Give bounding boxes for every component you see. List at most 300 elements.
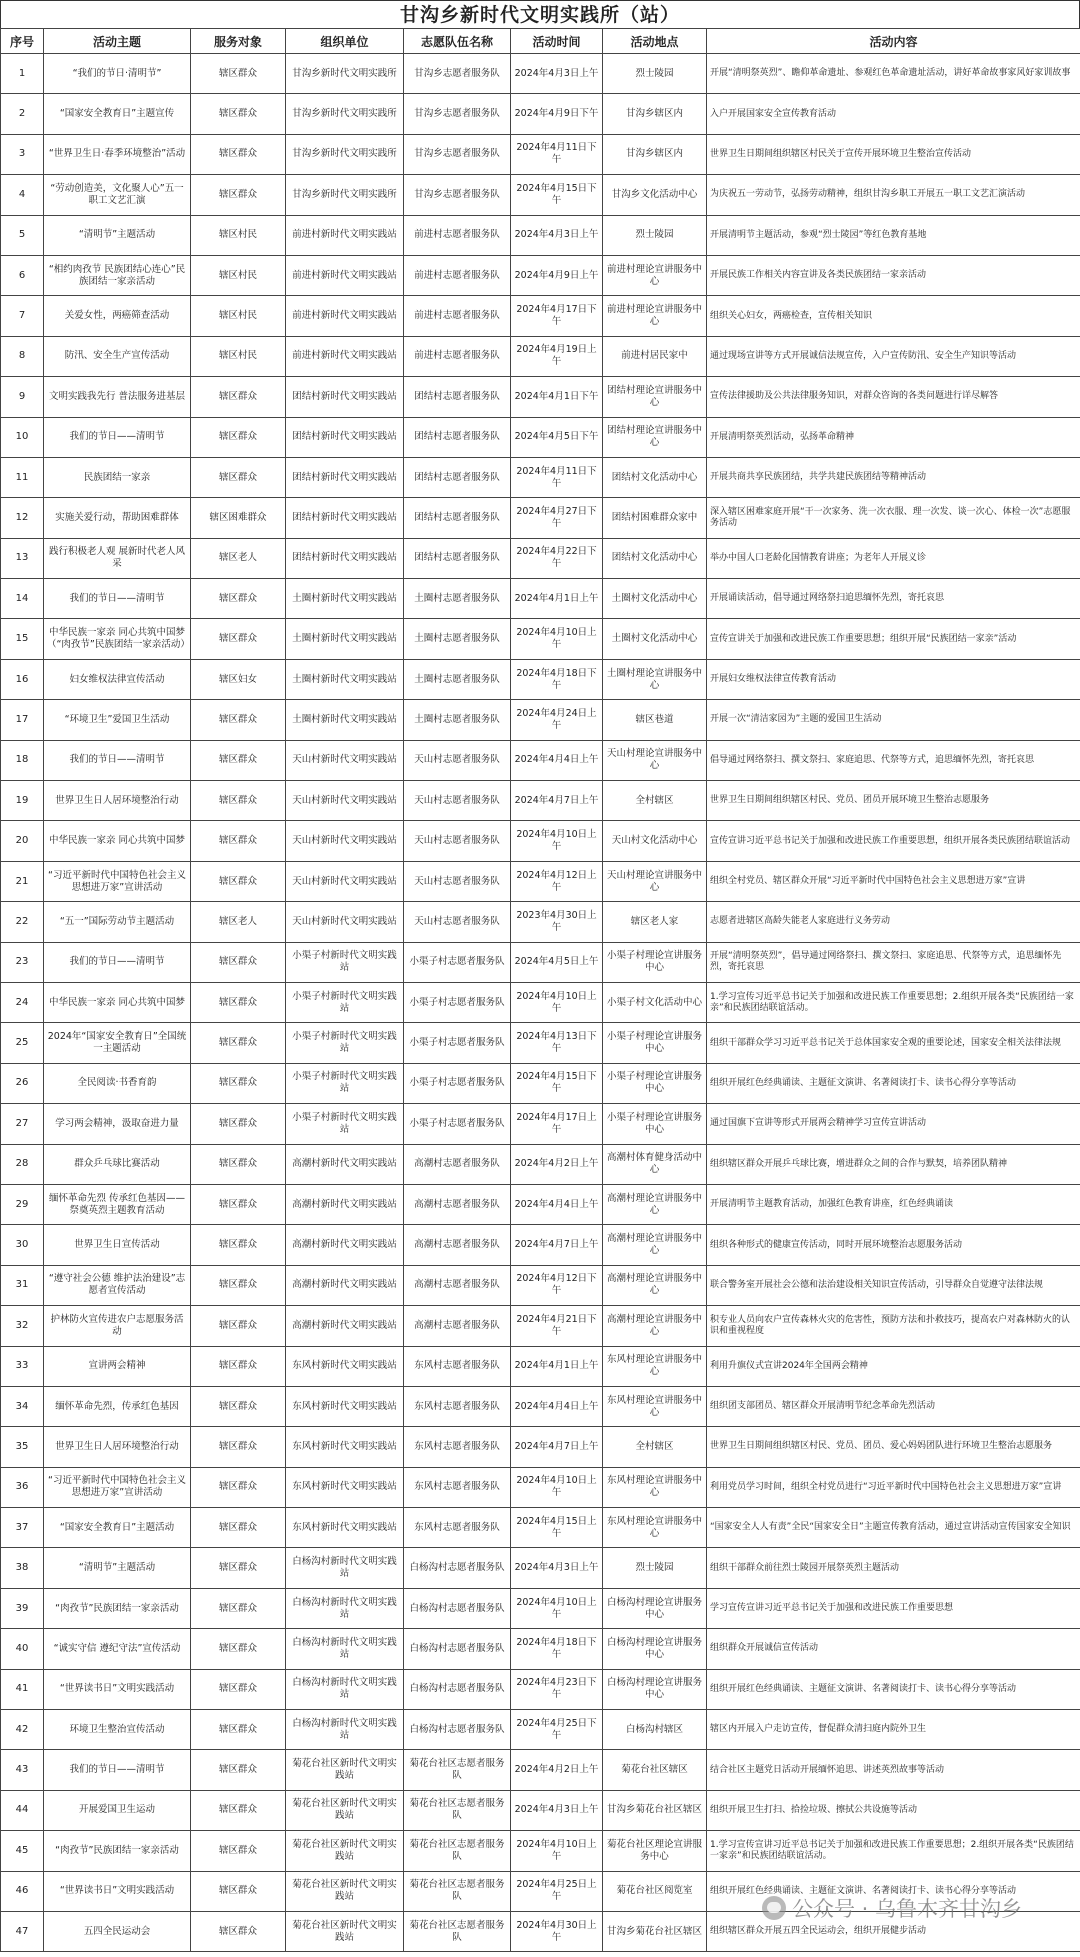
- cell-location: 小渠子村理论宣讲服务中心: [603, 1104, 707, 1144]
- cell-organizer: 小渠子村新时代文明实践站: [286, 1104, 404, 1144]
- cell-organizer: 菊花台社区新时代文明实践站: [286, 1831, 404, 1871]
- cell-content: 组织开展红色经典诵读、主题征文演讲、名著阅读打卡、读书心得分享等活动: [707, 1871, 1080, 1911]
- cell-time: 2024年4月11日下午: [511, 134, 603, 174]
- cell-location: 高潮村理论宣讲服务中心: [603, 1225, 707, 1265]
- cell-organizer: 菊花台社区新时代文明实践站: [286, 1750, 404, 1790]
- cell-location: 团结村文化活动中心: [603, 457, 707, 497]
- cell-seq: 34: [1, 1386, 44, 1426]
- cell-seq: 20: [1, 821, 44, 861]
- cell-content: 宣传法律援助及公共法律服务知识，对群众咨询的各类问题进行详尽解答: [707, 377, 1080, 417]
- cell-content: 宣传宣讲关于加强和改进民族工作重要思想；组织开展“民族团结一家亲”活动: [707, 619, 1080, 659]
- cell-location: 烈士陵园: [603, 1548, 707, 1588]
- table-row: [1, 902, 1080, 942]
- cell-time: 2024年4月13日下午: [511, 1023, 603, 1063]
- cell-theme: “遵守社会公德 维护法治建设”志愿者宣传活动: [44, 1265, 191, 1305]
- cell-organizer: 团结村新时代文明实践站: [286, 538, 404, 578]
- cell-seq: 44: [1, 1790, 44, 1830]
- cell-location: 小渠子村理论宣讲服务中心: [603, 1023, 707, 1063]
- cell-location: 高潮村理论宣讲服务中心: [603, 1306, 707, 1346]
- cell-content: 联合警务室开展社会公德和法治建设相关知识宣传活动，引导群众自觉遵守法律法规: [707, 1265, 1080, 1305]
- cell-team: 天山村志愿者服务队: [404, 861, 511, 901]
- cell-target: 辖区老人: [191, 902, 286, 942]
- cell-location: 烈士陵园: [603, 215, 707, 255]
- cell-target: 辖区群众: [191, 942, 286, 982]
- cell-organizer: 甘沟乡新时代文明实践所: [286, 54, 404, 94]
- cell-content: “国家安全人人有责”全民“国家安全日”主题宣传教育活动，通过宣讲活动宣传国家安全知识: [707, 1508, 1080, 1548]
- cell-content: 深入辖区困难家庭开展“干一次家务、洗一次衣服、理一次发、谈一次心、体检一次”志愿服务活动: [707, 498, 1080, 538]
- cell-team: 菊花台社区志愿者服务队: [404, 1750, 511, 1790]
- table-row: [1, 1669, 1080, 1709]
- table-row: [1, 1386, 1080, 1426]
- cell-seq: 19: [1, 781, 44, 821]
- cell-seq: 6: [1, 255, 44, 295]
- cell-time: 2024年4月9日下午: [511, 94, 603, 134]
- cell-content: 组织开展卫生打扫、拾捡垃圾、擦拭公共设施等活动: [707, 1790, 1080, 1830]
- cell-time: 2024年4月12日下午: [511, 1265, 603, 1305]
- cell-organizer: 高潮村新时代文明实践站: [286, 1184, 404, 1224]
- cell-location: 菊花台社区理论宣讲服务中心: [603, 1831, 707, 1871]
- page-title: 甘沟乡新时代文明实践所（站）: [0, 0, 1080, 28]
- cell-time: 2024年4月15日上午: [511, 1508, 603, 1548]
- cell-seq: 41: [1, 1669, 44, 1709]
- cell-seq: 17: [1, 700, 44, 740]
- cell-seq: 31: [1, 1265, 44, 1305]
- cell-organizer: 甘沟乡新时代文明实践所: [286, 134, 404, 174]
- cell-content: 组织干部群众学习习近平总书记关于总体国家安全观的重要论述，国家安全相关法律法规: [707, 1023, 1080, 1063]
- cell-location: 团结村理论宣讲服务中心: [603, 417, 707, 457]
- cell-organizer: 东风村新时代文明实践站: [286, 1508, 404, 1548]
- cell-location: 白杨沟村理论宣讲服务中心: [603, 1629, 707, 1669]
- cell-team: 小渠子村志愿者服务队: [404, 982, 511, 1022]
- cell-seq: 46: [1, 1871, 44, 1911]
- cell-organizer: 团结村新时代文明实践站: [286, 498, 404, 538]
- cell-seq: 26: [1, 1063, 44, 1103]
- cell-theme: “诚实守信 遵纪守法”宣传活动: [44, 1629, 191, 1669]
- cell-location: 天山村理论宣讲服务中心: [603, 740, 707, 780]
- cell-location: 菊花台社区辖区: [603, 1750, 707, 1790]
- cell-organizer: 前进村新时代文明实践站: [286, 296, 404, 336]
- cell-target: 辖区村民: [191, 336, 286, 376]
- cell-organizer: 小渠子村新时代文明实践站: [286, 942, 404, 982]
- cell-theme: “世界读书日”文明实践活动: [44, 1871, 191, 1911]
- table-row: [1, 579, 1080, 619]
- cell-time: 2024年4月7日上午: [511, 781, 603, 821]
- cell-organizer: 前进村新时代文明实践站: [286, 336, 404, 376]
- cell-seq: 11: [1, 457, 44, 497]
- cell-organizer: 土圈村新时代文明实践站: [286, 579, 404, 619]
- cell-content: 开展妇女维权法律宣传教育活动: [707, 659, 1080, 699]
- cell-content: 宣传宣讲习近平总书记关于加强和改进民族工作重要思想，组织开展各类民族团结联谊活动: [707, 821, 1080, 861]
- table-row: [1, 54, 1080, 94]
- cell-time: 2024年4月18日下午: [511, 659, 603, 699]
- cell-organizer: 白杨沟村新时代文明实践站: [286, 1629, 404, 1669]
- cell-content: 世界卫生日期间组织辖区村民、党员、团员开展环境卫生整治志愿服务: [707, 781, 1080, 821]
- cell-team: 天山村志愿者服务队: [404, 821, 511, 861]
- cell-target: 辖区群众: [191, 740, 286, 780]
- cell-location: 高潮村理论宣讲服务中心: [603, 1184, 707, 1224]
- cell-target: 辖区群众: [191, 54, 286, 94]
- cell-team: 东风村志愿者服务队: [404, 1508, 511, 1548]
- cell-theme: 我们的节日——清明节: [44, 942, 191, 982]
- cell-team: 菊花台社区志愿者服务队: [404, 1871, 511, 1911]
- cell-location: 东风村理论宣讲服务中心: [603, 1467, 707, 1507]
- cell-team: 土圈村志愿者服务队: [404, 619, 511, 659]
- cell-time: 2024年4月7日上午: [511, 1225, 603, 1265]
- cell-theme: 学习两会精神，汲取奋进力量: [44, 1104, 191, 1144]
- cell-time: 2024年4月10日上午: [511, 982, 603, 1022]
- cell-content: 组织关心妇女，两癌检查，宣传相关知识: [707, 296, 1080, 336]
- cell-content: 通过现场宣讲等方式开展诚信法规宣传，入户宣传防汛、安全生产知识等活动: [707, 336, 1080, 376]
- cell-location: 甘沟乡文化活动中心: [603, 175, 707, 215]
- cell-theme: “习近平新时代中国特色社会主义思想进万家”宣讲活动: [44, 861, 191, 901]
- cell-time: 2024年4月10日上午: [511, 619, 603, 659]
- table-row: [1, 94, 1080, 134]
- cell-target: 辖区群众: [191, 1750, 286, 1790]
- cell-organizer: 高潮村新时代文明实践站: [286, 1144, 404, 1184]
- cell-location: 前进村理论宣讲服务中心: [603, 296, 707, 336]
- cell-time: 2024年4月18日下午: [511, 1629, 603, 1669]
- cell-location: 土圈村理论宣讲服务中心: [603, 659, 707, 699]
- cell-theme: 宣讲两会精神: [44, 1346, 191, 1386]
- cell-content: 积专业人员向农户宣传森林火灾的危害性，预防方法和扑救技巧，提高农户对森林防火的认识和重视程度: [707, 1306, 1080, 1346]
- cell-team: 小渠子村志愿者服务队: [404, 1104, 511, 1144]
- cell-time: 2024年4月25日下午: [511, 1710, 603, 1750]
- cell-location: 土圈村文化活动中心: [603, 579, 707, 619]
- cell-organizer: 高潮村新时代文明实践站: [286, 1225, 404, 1265]
- cell-theme: 护林防火宣传进农户志愿服务活动: [44, 1306, 191, 1346]
- cell-time: 2024年4月3日上午: [511, 54, 603, 94]
- cell-content: 开展民族工作相关内容宣讲及各类民族团结一家亲活动: [707, 255, 1080, 295]
- cell-organizer: 东风村新时代文明实践站: [286, 1386, 404, 1426]
- cell-time: 2024年4月4日上午: [511, 740, 603, 780]
- cell-seq: 18: [1, 740, 44, 780]
- cell-team: 高潮村志愿者服务队: [404, 1144, 511, 1184]
- cell-theme: 我们的节日——清明节: [44, 740, 191, 780]
- cell-time: 2023年4月30日上午: [511, 902, 603, 942]
- header-organizer: 组织单位: [286, 29, 404, 54]
- cell-organizer: 东风村新时代文明实践站: [286, 1467, 404, 1507]
- cell-content: 组织开展红色经典诵读、主题征文演讲、名著阅读打卡、读书心得分享等活动: [707, 1669, 1080, 1709]
- cell-time: 2024年4月4日上午: [511, 1184, 603, 1224]
- cell-theme: “国家安全教育日”主题活动: [44, 1508, 191, 1548]
- cell-target: 辖区群众: [191, 134, 286, 174]
- table-row: [1, 1710, 1080, 1750]
- cell-team: 东风村志愿者服务队: [404, 1467, 511, 1507]
- table-row: [1, 982, 1080, 1022]
- table-row: [1, 296, 1080, 336]
- cell-target: 辖区群众: [191, 1548, 286, 1588]
- cell-seq: 10: [1, 417, 44, 457]
- cell-time: 2024年4月10日上午: [511, 1467, 603, 1507]
- cell-organizer: 土圈村新时代文明实践站: [286, 619, 404, 659]
- cell-team: 团结村志愿者服务队: [404, 538, 511, 578]
- cell-theme: 全民阅读·书香育韵: [44, 1063, 191, 1103]
- cell-time: 2024年4月21日下午: [511, 1306, 603, 1346]
- cell-target: 辖区群众: [191, 1669, 286, 1709]
- cell-team: 东风村志愿者服务队: [404, 1427, 511, 1467]
- table-row: [1, 861, 1080, 901]
- cell-target: 辖区群众: [191, 1467, 286, 1507]
- cell-location: 前进村理论宣讲服务中心: [603, 255, 707, 295]
- cell-target: 辖区群众: [191, 781, 286, 821]
- cell-time: 2024年4月4日上午: [511, 1386, 603, 1426]
- cell-target: 辖区村民: [191, 215, 286, 255]
- cell-team: 甘沟乡志愿者服务队: [404, 175, 511, 215]
- cell-content: 组织辖区群众开展五四全民运动会，组织开展健步活动: [707, 1911, 1080, 1951]
- cell-location: 菊花台社区阅览室: [603, 1871, 707, 1911]
- table-row: [1, 1467, 1080, 1507]
- cell-time: 2024年4月3日上午: [511, 1548, 603, 1588]
- cell-seq: 35: [1, 1427, 44, 1467]
- cell-location: 东风村理论宣讲服务中心: [603, 1508, 707, 1548]
- table-row: [1, 659, 1080, 699]
- header-theme: 活动主题: [44, 29, 191, 54]
- cell-time: 2024年4月11日下午: [511, 457, 603, 497]
- cell-target: 辖区群众: [191, 1386, 286, 1426]
- cell-location: 白杨沟村理论宣讲服务中心: [603, 1588, 707, 1628]
- table-row: [1, 1104, 1080, 1144]
- cell-content: 组织各种形式的健康宣传活动，同时开展环境整治志愿服务活动: [707, 1225, 1080, 1265]
- table-row: [1, 377, 1080, 417]
- cell-team: 小渠子村志愿者服务队: [404, 1063, 511, 1103]
- cell-location: 天山村文化活动中心: [603, 821, 707, 861]
- cell-organizer: 白杨沟村新时代文明实践站: [286, 1548, 404, 1588]
- cell-seq: 27: [1, 1104, 44, 1144]
- cell-time: 2024年4月15日下午: [511, 175, 603, 215]
- cell-theme: 妇女维权法律宣传活动: [44, 659, 191, 699]
- cell-seq: 36: [1, 1467, 44, 1507]
- cell-content: 开展清明节主题教育活动，加强红色教育讲座，红色经典诵读: [707, 1184, 1080, 1224]
- cell-seq: 25: [1, 1023, 44, 1063]
- cell-target: 辖区老人: [191, 538, 286, 578]
- cell-target: 辖区群众: [191, 175, 286, 215]
- watermark-text: 公众号 · 乌鲁木齐甘沟乡: [791, 1897, 1022, 1921]
- cell-team: 小渠子村志愿者服务队: [404, 1023, 511, 1063]
- cell-location: 小渠子村理论宣讲服务中心: [603, 1063, 707, 1103]
- header-target: 服务对象: [191, 29, 286, 54]
- cell-theme: 我们的节日——清明节: [44, 1750, 191, 1790]
- cell-organizer: 东风村新时代文明实践站: [286, 1346, 404, 1386]
- cell-time: 2024年4月5日上午: [511, 942, 603, 982]
- table-row: [1, 255, 1080, 295]
- cell-team: 菊花台社区志愿者服务队: [404, 1790, 511, 1830]
- cell-target: 辖区村民: [191, 255, 286, 295]
- cell-time: 2024年4月17日上午: [511, 1104, 603, 1144]
- cell-team: 白杨沟村志愿者服务队: [404, 1548, 511, 1588]
- cell-content: 组织辖区群众开展乒乓球比赛，增进群众之间的合作与默契，培养团队精神: [707, 1144, 1080, 1184]
- cell-location: 团结村理论宣讲服务中心: [603, 377, 707, 417]
- cell-target: 辖区群众: [191, 1911, 286, 1951]
- table-row: [1, 1508, 1080, 1548]
- table-row: [1, 700, 1080, 740]
- cell-target: 辖区群众: [191, 1427, 286, 1467]
- cell-target: 辖区群众: [191, 1225, 286, 1265]
- cell-location: 高潮村理论宣讲服务中心: [603, 1265, 707, 1305]
- cell-theme: 文明实践我先行 普法服务进基层: [44, 377, 191, 417]
- cell-theme: “世界读书日”文明实践活动: [44, 1669, 191, 1709]
- cell-team: 甘沟乡志愿者服务队: [404, 54, 511, 94]
- cell-theme: 防汛、安全生产宣传活动: [44, 336, 191, 376]
- cell-seq: 24: [1, 982, 44, 1022]
- header-time: 活动时间: [511, 29, 603, 54]
- cell-seq: 21: [1, 861, 44, 901]
- cell-content: 组织团支部团员、辖区群众开展清明节纪念革命先烈活动: [707, 1386, 1080, 1426]
- cell-time: 2024年4月27日下午: [511, 498, 603, 538]
- cell-organizer: 高潮村新时代文明实践站: [286, 1306, 404, 1346]
- table-row: [1, 1144, 1080, 1184]
- cell-team: 菊花台社区志愿者服务队: [404, 1911, 511, 1951]
- cell-seq: 29: [1, 1184, 44, 1224]
- cell-time: 2024年4月12日上午: [511, 861, 603, 901]
- cell-location: 小渠子村文化活动中心: [603, 982, 707, 1022]
- cell-time: 2024年4月3日上午: [511, 1790, 603, 1830]
- cell-target: 辖区群众: [191, 457, 286, 497]
- table-row: [1, 1023, 1080, 1063]
- cell-seq: 38: [1, 1548, 44, 1588]
- cell-team: 土圈村志愿者服务队: [404, 659, 511, 699]
- cell-target: 辖区群众: [191, 861, 286, 901]
- cell-organizer: 甘沟乡新时代文明实践所: [286, 94, 404, 134]
- cell-organizer: 菊花台社区新时代文明实践站: [286, 1871, 404, 1911]
- cell-theme: 开展爱国卫生运动: [44, 1790, 191, 1830]
- cell-theme: 世界卫生日宣传活动: [44, 1225, 191, 1265]
- cell-organizer: 团结村新时代文明实践站: [286, 457, 404, 497]
- cell-seq: 22: [1, 902, 44, 942]
- cell-target: 辖区群众: [191, 1063, 286, 1103]
- cell-organizer: 白杨沟村新时代文明实践站: [286, 1669, 404, 1709]
- cell-target: 辖区妇女: [191, 659, 286, 699]
- cell-target: 辖区群众: [191, 1871, 286, 1911]
- table-row: [1, 1427, 1080, 1467]
- cell-content: 开展清明节主题活动，参观“烈士陵园”等红色教育基地: [707, 215, 1080, 255]
- cell-content: 组织群众开展诚信宣传活动: [707, 1629, 1080, 1669]
- cell-content: 利用升旗仪式宣讲2024年全国两会精神: [707, 1346, 1080, 1386]
- cell-content: 组织干部群众前往烈士陵园开展祭英烈主题活动: [707, 1548, 1080, 1588]
- cell-location: 辖区巷道: [603, 700, 707, 740]
- cell-target: 辖区群众: [191, 1306, 286, 1346]
- cell-seq: 28: [1, 1144, 44, 1184]
- cell-organizer: 小渠子村新时代文明实践站: [286, 1023, 404, 1063]
- table-row: [1, 175, 1080, 215]
- cell-theme: “环境卫生”爱国卫生活动: [44, 700, 191, 740]
- cell-target: 辖区群众: [191, 982, 286, 1022]
- cell-seq: 47: [1, 1911, 44, 1951]
- cell-team: 白杨沟村志愿者服务队: [404, 1710, 511, 1750]
- cell-seq: 7: [1, 296, 44, 336]
- cell-content: 开展“清明祭英烈”、瞻仰革命遗址、参观红色革命遗址活动，讲好革命故事家风好家训故事: [707, 54, 1080, 94]
- cell-target: 辖区群众: [191, 1508, 286, 1548]
- cell-team: 高潮村志愿者服务队: [404, 1265, 511, 1305]
- cell-time: 2024年4月2日上午: [511, 1750, 603, 1790]
- cell-theme: “清明节”主题活动: [44, 215, 191, 255]
- cell-team: 白杨沟村志愿者服务队: [404, 1629, 511, 1669]
- cell-team: 高潮村志愿者服务队: [404, 1306, 511, 1346]
- cell-team: 前进村志愿者服务队: [404, 255, 511, 295]
- cell-theme: 2024年“国家安全教育日”全国统一主题活动: [44, 1023, 191, 1063]
- cell-team: 前进村志愿者服务队: [404, 296, 511, 336]
- cell-theme: 缅怀革命先烈，传承红色基因: [44, 1386, 191, 1426]
- cell-team: 白杨沟村志愿者服务队: [404, 1588, 511, 1628]
- cell-seq: 3: [1, 134, 44, 174]
- cell-organizer: 土圈村新时代文明实践站: [286, 659, 404, 699]
- cell-location: 甘沟乡辖区内: [603, 94, 707, 134]
- cell-theme: 实施关爱行动，帮助困难群体: [44, 498, 191, 538]
- cell-seq: 2: [1, 94, 44, 134]
- cell-organizer: 小渠子村新时代文明实践站: [286, 1063, 404, 1103]
- cell-team: 天山村志愿者服务队: [404, 781, 511, 821]
- cell-content: 1.学习宣传习近平总书记关于加强和改进民族工作重要思想；2.组织开展各类“民族团结一家亲”和民族团结联谊活动。: [707, 982, 1080, 1022]
- cell-target: 辖区群众: [191, 94, 286, 134]
- cell-content: 利用党员学习时间，组织全村党员进行“习近平新时代中国特色社会主义思想进万家”宣讲: [707, 1467, 1080, 1507]
- cell-seq: 45: [1, 1831, 44, 1871]
- cell-content: 开展共商共享民族团结，共学共建民族团结等精神活动: [707, 457, 1080, 497]
- cell-target: 辖区群众: [191, 1710, 286, 1750]
- cell-location: 全村辖区: [603, 1427, 707, 1467]
- cell-content: 为庆祝五一劳动节，弘扬劳动精神，组织甘沟乡职工开展五一职工文艺汇演活动: [707, 175, 1080, 215]
- cell-seq: 42: [1, 1710, 44, 1750]
- cell-team: 东风村志愿者服务队: [404, 1346, 511, 1386]
- cell-seq: 43: [1, 1750, 44, 1790]
- cell-location: 白杨沟村理论宣讲服务中心: [603, 1669, 707, 1709]
- cell-seq: 40: [1, 1629, 44, 1669]
- cell-target: 辖区群众: [191, 619, 286, 659]
- cell-time: 2024年4月24日上午: [511, 700, 603, 740]
- cell-team: 天山村志愿者服务队: [404, 902, 511, 942]
- cell-content: 开展清明祭英烈活动，弘扬革命精神: [707, 417, 1080, 457]
- cell-content: 辖区内开展入户走访宣传，督促群众清扫庭内院外卫生: [707, 1710, 1080, 1750]
- cell-team: 小渠子村志愿者服务队: [404, 942, 511, 982]
- cell-time: 2024年4月22日下午: [511, 538, 603, 578]
- table-row: [1, 457, 1080, 497]
- table-row: [1, 1871, 1080, 1911]
- cell-theme: “我们的节日·清明节”: [44, 54, 191, 94]
- cell-theme: 世界卫生日人居环境整治行动: [44, 1427, 191, 1467]
- cell-target: 辖区群众: [191, 821, 286, 861]
- cell-organizer: 天山村新时代文明实践站: [286, 740, 404, 780]
- cell-location: 烈士陵园: [603, 54, 707, 94]
- table-row: [1, 1831, 1080, 1871]
- cell-target: 辖区群众: [191, 1104, 286, 1144]
- cell-target: 辖区群众: [191, 579, 286, 619]
- table-row: [1, 619, 1080, 659]
- cell-location: 东风村理论宣讲服务中心: [603, 1386, 707, 1426]
- cell-target: 辖区群众: [191, 1265, 286, 1305]
- cell-team: 团结村志愿者服务队: [404, 498, 511, 538]
- cell-target: 辖区群众: [191, 377, 286, 417]
- cell-organizer: 天山村新时代文明实践站: [286, 861, 404, 901]
- cell-organizer: 天山村新时代文明实践站: [286, 902, 404, 942]
- cell-content: 1.学习宣传宣讲习近平总书记关于加强和改进民族工作重要思想；2.组织开展各类“民族团结一家亲”和民族团结联谊活动。: [707, 1831, 1080, 1871]
- cell-time: 2024年4月10日上午: [511, 1588, 603, 1628]
- table-row: [1, 417, 1080, 457]
- cell-theme: 世界卫生日人居环境整治行动: [44, 781, 191, 821]
- cell-content: 学习宣传宣讲习近平总书记关于加强和改进民族工作重要思想: [707, 1588, 1080, 1628]
- cell-organizer: 甘沟乡新时代文明实践所: [286, 175, 404, 215]
- cell-location: 土圈村文化活动中心: [603, 619, 707, 659]
- cell-location: 东风村理论宣讲服务中心: [603, 1346, 707, 1386]
- cell-team: 团结村志愿者服务队: [404, 457, 511, 497]
- cell-theme: 我们的节日——清明节: [44, 417, 191, 457]
- cell-theme: 五四全民运动会: [44, 1911, 191, 1951]
- cell-target: 辖区群众: [191, 417, 286, 457]
- cell-content: 组织全村党员、辖区群众开展“习近平新时代中国特色社会主义思想进万家”宣讲: [707, 861, 1080, 901]
- table-row: [1, 821, 1080, 861]
- header-location: 活动地点: [603, 29, 707, 54]
- cell-theme: 中华民族一家亲 同心共筑中国梦: [44, 821, 191, 861]
- cell-content: 开展一次“清洁家园为”主题的爱国卫生活动: [707, 700, 1080, 740]
- cell-seq: 1: [1, 54, 44, 94]
- cell-organizer: 高潮村新时代文明实践站: [286, 1265, 404, 1305]
